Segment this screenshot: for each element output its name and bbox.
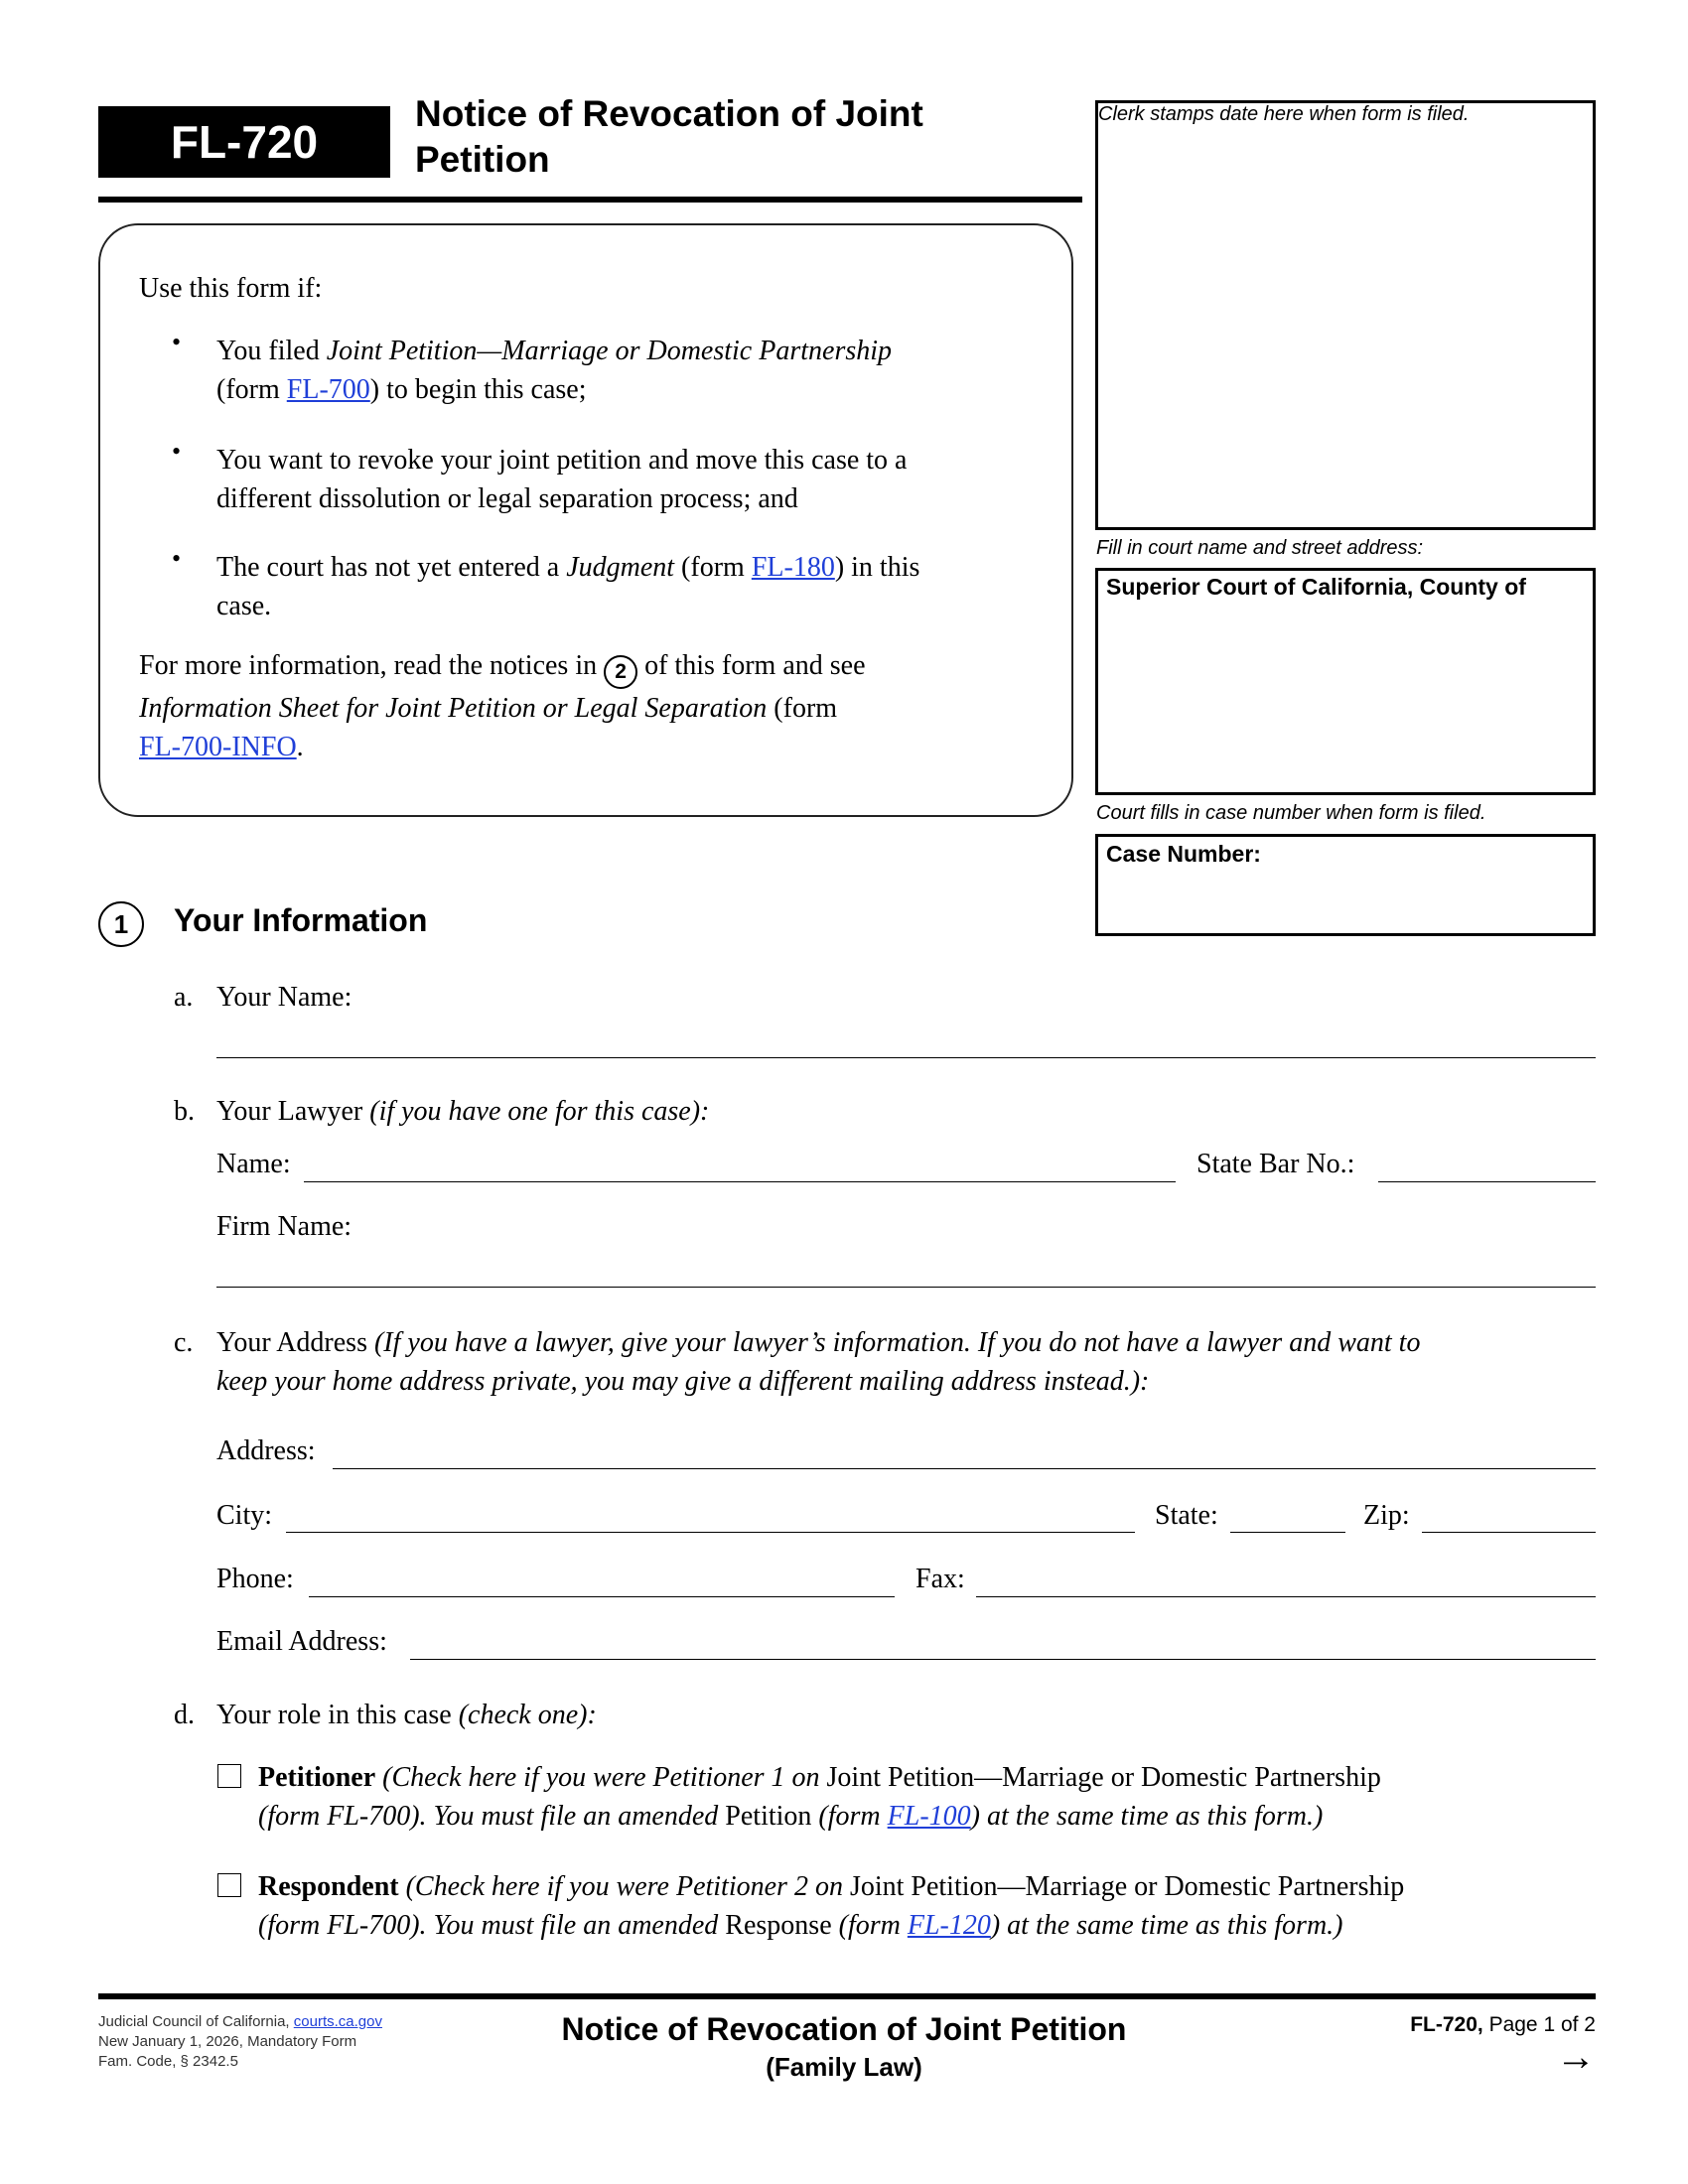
clerk-stamp-label: Clerk stamps date here when form is filed. xyxy=(1098,103,1470,125)
bullet-dot: • xyxy=(172,544,182,573)
case-number-box[interactable] xyxy=(1095,834,1596,936)
more-post: of this form and see xyxy=(637,650,866,681)
respondent-italic-2: (form FL-700). You must file an amended xyxy=(258,1910,726,1941)
b3-post: ) in this xyxy=(834,552,920,583)
instruction-bullet-1 xyxy=(216,332,1011,409)
your-role-label xyxy=(216,1696,597,1734)
b3-line2: case. xyxy=(216,591,272,621)
firm-name-field[interactable] xyxy=(216,1287,1596,1288)
next-page-arrow-icon: → xyxy=(1556,2035,1596,2079)
lawyer-label-text: Your Lawyer xyxy=(216,1096,370,1127)
your-name-label: Your Name: xyxy=(216,982,352,1013)
b1-pre: You filed xyxy=(216,336,327,366)
petitioner-italic-2: (form FL-700). You must file an amended xyxy=(258,1801,726,1832)
fl-120-link[interactable]: FL-120 xyxy=(907,1910,991,1941)
b2-line2: different dissolution or legal separation process; and xyxy=(216,483,798,514)
courts-link[interactable]: courts.ca.gov xyxy=(293,2013,382,2030)
item-c-letter: c. xyxy=(174,1327,194,1358)
footer-title: Notice of Revocation of Joint Petition xyxy=(561,2011,1127,2047)
section-1-number: 1 xyxy=(98,901,144,947)
b3-mid: (form xyxy=(674,552,752,583)
state-bar-label: State Bar No.: xyxy=(1196,1149,1355,1179)
b1-italic: Joint Petition—Marriage or Domestic Partnership xyxy=(326,336,893,366)
fl-100-link[interactable]: FL-100 xyxy=(887,1801,971,1832)
footer-title-block xyxy=(496,2011,1192,2083)
item-a-letter: a. xyxy=(174,982,194,1013)
court-name-box[interactable] xyxy=(1095,568,1596,795)
footer-formno: FL-720, xyxy=(1410,2013,1483,2036)
instructions-more-info xyxy=(139,646,1033,766)
title-rule xyxy=(98,197,1082,203)
b1-l2-pre: (form xyxy=(216,374,287,405)
petitioner-roman-1: Joint Petition—Marriage or Domestic Partnership xyxy=(826,1762,1381,1793)
phone-field[interactable] xyxy=(309,1596,895,1597)
footer-page-number: Page 1 of 2 xyxy=(1482,2013,1596,2036)
court-name-label: Fill in court name and street address: xyxy=(1096,537,1424,559)
your-name-field[interactable] xyxy=(216,1057,1596,1058)
fl-700-link[interactable]: FL-700 xyxy=(286,374,370,405)
more-end: . xyxy=(296,731,304,762)
instruction-bullet-2 xyxy=(216,441,1011,518)
address-label: Address: xyxy=(216,1435,316,1466)
respondent-italic-3: (form xyxy=(831,1910,908,1941)
footer-date: New January 1, 2026, Mandatory Form xyxy=(98,2033,357,2050)
respondent-roman-1: Joint Petition—Marriage or Domestic Partnership xyxy=(849,1871,1405,1902)
case-number-heading: Case Number: xyxy=(1106,841,1261,867)
respondent-bold: Respondent xyxy=(258,1871,399,1902)
petitioner-bold: Petitioner xyxy=(258,1762,376,1793)
fl-700-info-link[interactable]: FL-700-INFO xyxy=(139,731,297,762)
state-field[interactable] xyxy=(1230,1532,1345,1533)
city-field[interactable] xyxy=(286,1532,1135,1533)
role-label-italic: (check one): xyxy=(458,1700,597,1730)
more-italic: Information Sheet for Joint Petition or Legal Separation xyxy=(139,692,768,724)
lawyer-name-label: Name: xyxy=(216,1149,291,1179)
petitioner-checkbox[interactable] xyxy=(217,1764,241,1788)
form-title-line1: Notice of Revocation of Joint xyxy=(415,93,923,134)
instructions-intro: Use this form if: xyxy=(139,273,323,304)
zip-label: Zip: xyxy=(1363,1500,1410,1531)
role-label-text: Your role in this case xyxy=(216,1700,459,1730)
firm-name-label: Firm Name: xyxy=(216,1211,352,1242)
zip-field[interactable] xyxy=(1422,1532,1596,1533)
state-bar-field[interactable] xyxy=(1378,1181,1596,1182)
fax-label: Fax: xyxy=(915,1564,965,1594)
form-number: FL-720 xyxy=(98,106,390,178)
court-name-heading: Superior Court of California, County of xyxy=(1106,574,1526,600)
form-title xyxy=(415,91,1011,183)
petitioner-italic-4: ) at the same time as this form.) xyxy=(970,1801,1324,1832)
fax-field[interactable] xyxy=(976,1596,1596,1597)
your-lawyer-label xyxy=(216,1092,709,1131)
petitioner-italic-1: (Check here if you were Petitioner 1 on xyxy=(375,1762,827,1793)
phone-label: Phone: xyxy=(216,1564,294,1594)
lawyer-label-italic: (if you have one for this case): xyxy=(369,1096,710,1127)
b3-italic: Judgment xyxy=(566,552,675,583)
respondent-roman-2: Response xyxy=(725,1910,832,1941)
bullet-dot: • xyxy=(172,437,182,466)
state-label: State: xyxy=(1155,1500,1218,1531)
section-1-title: Your Information xyxy=(174,902,428,938)
city-label: City: xyxy=(216,1500,273,1531)
footer-page xyxy=(1291,2013,1596,2037)
respondent-option xyxy=(258,1867,1599,1945)
clerk-stamp-box[interactable] xyxy=(1095,100,1596,530)
petitioner-italic-3: (form xyxy=(811,1801,888,1832)
petitioner-roman-2: Petition xyxy=(725,1801,812,1832)
petitioner-option xyxy=(258,1758,1599,1836)
form-title-line2: Petition xyxy=(415,139,550,180)
footer-subtitle: (Family Law) xyxy=(766,2052,922,2082)
email-label: Email Address: xyxy=(216,1626,387,1657)
item-b-letter: b. xyxy=(174,1096,195,1127)
instruction-bullet-3 xyxy=(216,548,1011,625)
fl-180-link[interactable]: FL-180 xyxy=(751,552,835,583)
address-field[interactable] xyxy=(333,1468,1596,1469)
lawyer-name-field[interactable] xyxy=(304,1181,1176,1182)
email-field[interactable] xyxy=(410,1659,1596,1660)
section-2-ref: 2 xyxy=(604,655,637,689)
address-label-text: Your Address xyxy=(216,1327,374,1358)
item-d-letter: d. xyxy=(174,1700,195,1730)
b2-line1: You want to revoke your joint petition and move this case to a xyxy=(216,445,908,476)
address-label-italic-2: keep your home address private, you may give a different mailing address instead.): xyxy=(216,1366,1150,1397)
your-address-label xyxy=(216,1323,1602,1401)
case-number-label: Court fills in case number when form is filed. xyxy=(1096,802,1486,824)
more-l2-post: (form xyxy=(767,692,838,724)
respondent-italic-1: (Check here if you were Petitioner 2 on xyxy=(398,1871,850,1902)
footer-council: Judicial Council of California, xyxy=(98,2013,294,2030)
b1-l2-post: ) to begin this case; xyxy=(369,374,587,405)
bullet-dot: • xyxy=(172,328,182,356)
respondent-italic-4: ) at the same time as this form.) xyxy=(990,1910,1343,1941)
respondent-checkbox[interactable] xyxy=(217,1873,241,1897)
b3-pre: The court has not yet entered a xyxy=(216,552,567,583)
footer-code: Fam. Code, § 2342.5 xyxy=(98,2053,238,2070)
footer-source xyxy=(98,2012,382,2072)
more-pre: For more information, read the notices in xyxy=(139,650,605,681)
address-label-italic-1: (If you have a lawyer, give your lawyer’s information. If you do not have a lawyer and want to xyxy=(373,1327,1421,1358)
footer-rule xyxy=(98,1993,1596,1999)
